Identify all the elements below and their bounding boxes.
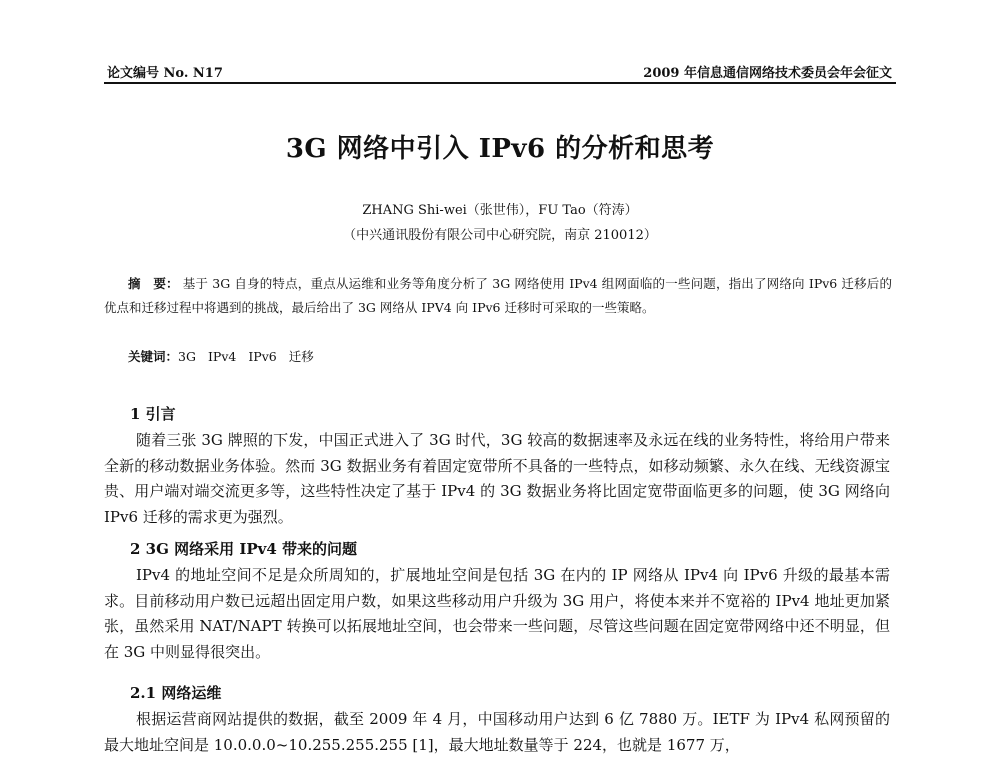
paper-number: 论文编号 No. N17 (107, 66, 223, 81)
section-body-ipv4-problems: IPv4 的地址空间不足是众所周知的，扩展地址空间是包括 3G 在内的 IP 网络从 IPv4 向 IPv6 升级的最基本需求。目前移动用户数已远超出固定用户数，如果这些移动用户升级为 3G 用户，将使本来并不宽裕的 IPv4 地址更加紧张，虽然采用 NAT/NAPT 转换可以拓展地址空间，也会带来一些问题，尽管这些问题在固定宽带网络中还不明显，但在 3G 中则显得很突出。 (104, 566, 890, 661)
keyword: IPv4 (207, 349, 237, 364)
keywords-label: 关键词： (128, 349, 179, 364)
abstract-label: 摘 要： (128, 276, 179, 291)
section-heading-network-ops: 2.1 网络运维 (130, 684, 222, 702)
keyword: 3G (178, 349, 196, 364)
abstract-text: 基于 3G 自身的特点，重点从运维和业务等角度分析了 3G 网络使用 IPv4 组网面临的一些问题，指出了网络向 IPv6 迁移后的优点和迁移过程中将遇到的挑战，最后给出了 3G 网络从 IPV4 向 IPv6 迁移时可采取的一些策略。 (104, 276, 892, 315)
keyword: 迁移 (288, 349, 314, 364)
section-body-introduction: 随着三张 3G 牌照的下发，中国正式进入了 3G 时代，3G 较高的数据速率及永远在线的业务特性，将给用户带来全新的移动数据业务体验。然而 3G 数据业务有着固定宽带所不具备的一些特点，如移动频繁、永久在线、无线资源宝贵、用户端对端交流更多等，这些特性决定了基于 IPv4 的 3G 数据业务将比固定宽带面临更多的问题，使 3G 网络向 IPv6 迁移的需求更为强烈。 (104, 431, 890, 526)
section-heading-ipv4-problems: 2 3G 网络采用 IPv4 带来的问题 (130, 540, 358, 558)
keyword: IPv6 (248, 349, 277, 364)
section-heading-introduction: 1 引言 (130, 405, 176, 423)
abstract (104, 272, 892, 320)
authors: ZHANG Shi-wei（张世伟），FU Tao（符涛） (362, 203, 638, 218)
section-body-network-ops: 根据运营商网站提供的数据，截至 2009 年 4 月，中国移动用户达到 6 亿 7880 万。IETF 为 IPv4 私网预留的最大地址空间是 10.0.0.0~10.255.255.255 [1]，最大地址数量等于 224，也就是 1677 万， (104, 710, 890, 754)
conference-name: 2009 年信息通信网络技术委员会年会征文 (643, 66, 892, 81)
affiliation: （中兴通讯股份有限公司中心研究院，南京 210012） (343, 228, 657, 243)
paper-title: 3G 网络中引入 IPv6 的分析和思考 (285, 134, 715, 164)
header-rule (104, 82, 896, 84)
keywords (128, 347, 326, 365)
